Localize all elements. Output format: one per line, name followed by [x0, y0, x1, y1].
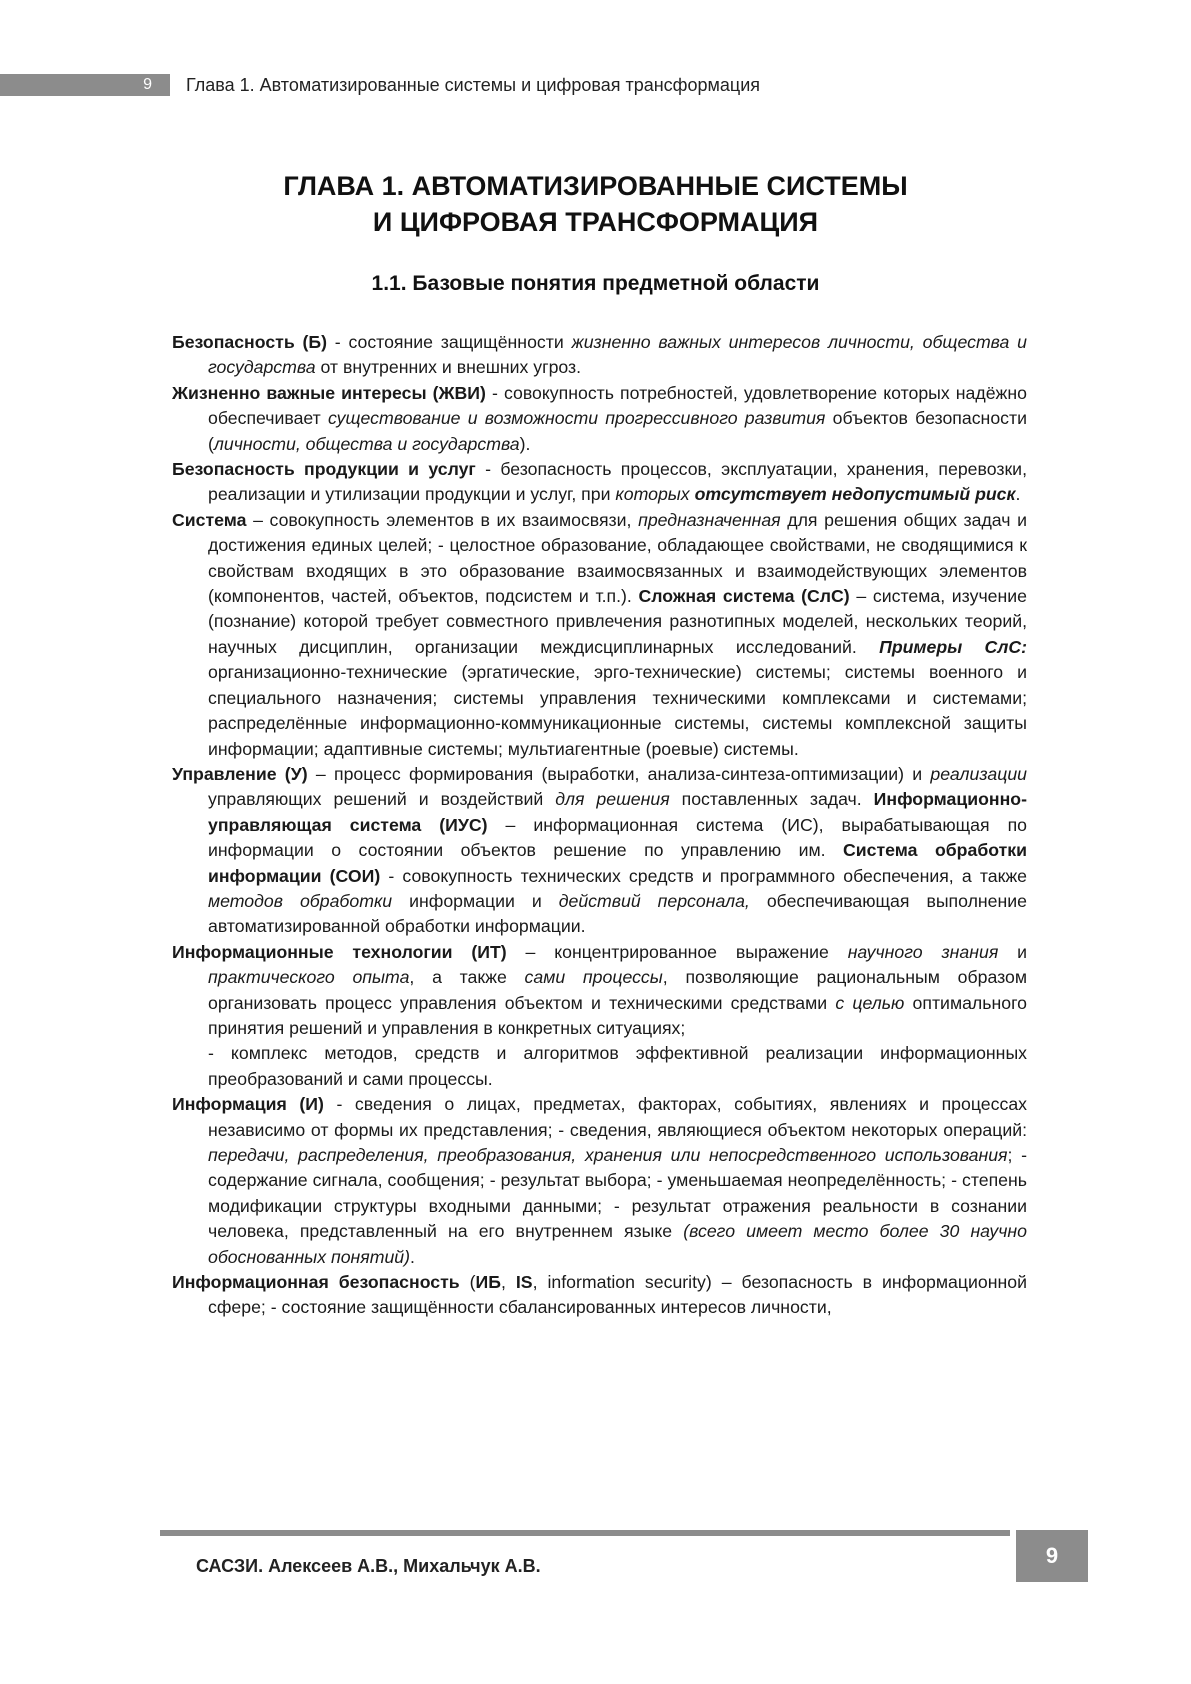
term: Сложная система (СлС)	[638, 586, 850, 607]
definition-text: ).	[519, 433, 531, 454]
definition-text: – система, изучение (познание) которой требует совместного привлечения разнотипных моделей, нескольких теорий, научных дисциплин, организации междисциплинарных исследований.	[208, 586, 1027, 657]
definition-text: поставленных задач.	[669, 789, 874, 810]
chapter-title-line-2: И ЦИФРОВАЯ ТРАНСФОРМАЦИЯ	[372, 207, 819, 237]
definition-text: управляющих решений и воздействий	[208, 789, 556, 810]
definition-italic: для решения	[555, 789, 670, 810]
definition-text: информации и	[392, 890, 559, 911]
definition-text: ,	[500, 1272, 516, 1293]
definition-text: , позволяющие рациональным образом организовать процесс управления объектом и техническими средствами	[208, 967, 1027, 1013]
running-title: Глава 1. Автоматизированные системы и цифровая трансформация	[186, 75, 761, 95]
term: Информация (И)	[172, 1094, 324, 1115]
definition-italic: реализации	[930, 763, 1027, 784]
definition-italic: предназначенная	[638, 509, 781, 530]
footer-rule	[160, 1530, 1010, 1536]
chapter-title	[0, 168, 1191, 240]
term: Безопасность продукции и услуг	[172, 459, 476, 480]
header-page-number-bar	[0, 74, 170, 96]
definition-text: и	[998, 941, 1028, 962]
term: Управление (У)	[172, 763, 308, 784]
definition-italic: жизненно важных интересов личности, общества и государства	[208, 332, 1027, 378]
definition-entry	[172, 940, 1027, 1092]
header-page-number: 9	[143, 76, 152, 93]
definition-text: обеспечивающая выполнение автоматизированной обработки информации.	[208, 890, 1027, 937]
footer-page-number: 9	[1016, 1530, 1088, 1582]
definitions-list	[172, 330, 1027, 1321]
definition-bold-italic: отсутствует недопустимый риск	[694, 484, 1016, 505]
definition-entry	[172, 381, 1027, 457]
definition-entry	[172, 330, 1027, 381]
definition-text: - безопасность процессов, эксплуатации, хранения, перевозки, реализации и утилизации продукции и услуг, при	[208, 459, 1027, 505]
term: Информационные технологии (ИТ)	[172, 941, 507, 962]
term: Информационная безопасность	[172, 1272, 460, 1293]
definition-text: .	[1015, 484, 1021, 505]
definition-italic: передачи, распределения, преобразования, хранения или непосредственного использования	[208, 1145, 1008, 1165]
definition-text: , information security) – безопасность в информационной сфере; - состояние защищённости сбалансированных интересов личности,	[208, 1272, 1027, 1318]
term: Информационно-управляющая система (ИУС)	[208, 789, 1027, 835]
definition-text: – процесс формирования (выработки, анализа-синтеза-оптимизации) и	[307, 763, 931, 784]
definition-italic: (всего имеет место более 30 научно обоснованных понятий)	[208, 1221, 1027, 1267]
definition-text: от внутренних и внешних угроз.	[315, 357, 582, 378]
definition-text: .	[410, 1246, 415, 1267]
definition-text: - состояние защищённости	[326, 332, 572, 352]
definition-text: ; - содержание сигнала, сообщения; - результат выбора; - уменьшаемая неопределённость; - степень модификации структуры входными данными; - результат отражения реальности в сознании человека, представленный на его внутреннем языке	[208, 1145, 1027, 1242]
definition-entry	[172, 1092, 1027, 1270]
definition-entry	[172, 457, 1027, 508]
definition-italic: методов обработки	[208, 890, 393, 911]
term: Система обработки информации (СОИ)	[208, 840, 1027, 886]
definition-text: - комплекс методов, средств и алгоритмов эффективной реализации информационных преобразований и сами процессы.	[208, 1043, 1027, 1089]
abbreviation: ИБ	[475, 1272, 501, 1293]
definition-text: - совокупность потребностей, удовлетворение которых надёжно обеспечивает	[208, 382, 1027, 429]
definition-text: (	[459, 1272, 476, 1293]
definition-text: - сведения о лицах, предметах, факторах, событиях, явлениях и процессах независимо от формы их представления; - сведения, являющиеся объектом некоторых операций:	[208, 1094, 1027, 1140]
definition-italic: научного знания	[847, 941, 999, 962]
definition-italic: личности, общества и государства	[213, 433, 520, 454]
definition-text: - совокупность технических средств и программного обеспечения, а также	[380, 865, 1027, 886]
definition-entry	[172, 1270, 1027, 1321]
definition-text: – информационная система (ИС), вырабатывающая по информации о состоянии объектов решение по управлению им.	[208, 814, 1028, 861]
term: Жизненно важные интересы (ЖВИ)	[172, 382, 486, 403]
definition-text: – совокупность элементов в их взаимосвязи,	[246, 509, 639, 530]
definition-bold-italic: Примеры СлС:	[879, 636, 1027, 657]
definition-entry	[172, 762, 1027, 940]
definition-text: , а также	[409, 967, 525, 988]
definition-text: для решения общих задач и достижения единых целей; - целостное образование, обладающее свойствами, не сводящимися к свойствам входящих в это образование взаимосвязанных и взаимодействующих элементов (компонентов, частей, объектов, подсистем и т.п.).	[208, 509, 1027, 607]
definition-italic: действий персонала,	[558, 890, 750, 911]
definition-text: объектов безопасности (	[208, 408, 1027, 454]
term: Безопасность (Б)	[172, 332, 327, 352]
definition-text: – концентрированное выражение	[506, 941, 848, 962]
definition-text: организационно-технические (эргатические, эрго-технические) системы; системы военного и специального назначения; системы управления техническими комплексами и системами; распределённые информационно-коммуникационные системы, системы комплексной защиты информации; адаптивные системы; мультиагентные (роевые) системы.	[208, 662, 1027, 759]
term: Система	[172, 509, 247, 530]
definition-italic: сами процессы	[524, 967, 663, 988]
definition-italic: с целью	[835, 992, 905, 1013]
definition-text: оптимального принятия решений и управления в конкретных ситуациях;	[208, 992, 1027, 1038]
footer-authors: САСЗИ. Алексеев А.В., Михальчук А.В.	[196, 1556, 541, 1576]
definition-italic: которых	[615, 484, 695, 505]
chapter-title-line-1: ГЛАВА 1. АВТОМАТИЗИРОВАННЫЕ СИСТЕМЫ	[283, 171, 908, 201]
section-title: 1.1. Базовые понятия предметной области	[371, 272, 820, 295]
definition-italic: практического опыта	[208, 967, 410, 988]
definition-italic: существование и возможности прогрессивного развития	[327, 408, 826, 429]
abbreviation: IS	[515, 1272, 533, 1293]
definition-entry	[172, 508, 1027, 762]
